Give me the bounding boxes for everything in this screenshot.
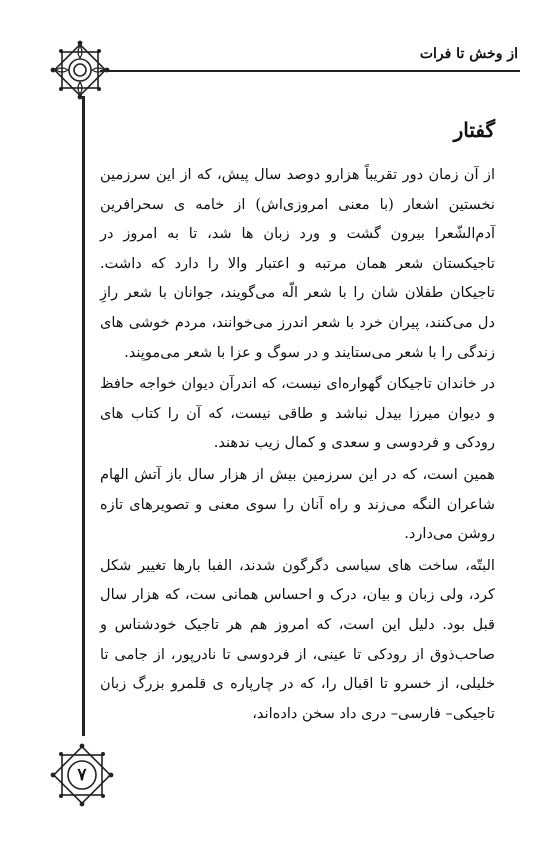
body-text [100, 160, 495, 728]
paragraph: در خاندان تاجیکان گهواره‌ای نیست، که اندرآن دیوان خواجه حافظ و دیوان میرزا بیدل نباشد و طاقی نیست، که آن را کتاب های رودکی و فردوسی و سعدی و کمال زیب ندهند. [100, 375, 495, 452]
running-head: از وخش تا فرات [419, 46, 518, 62]
chapter-title: گفتار [453, 118, 495, 142]
paragraph: همین است، که در این سرزمین بیش از هزار سال باز آتش الهام شاعران النگه می‌زند و راه آنان را سوی معنی و تصویرهای تازه روشن می‌دارد. [100, 465, 495, 543]
paragraph: از آن زمان دور تقریباً هزارو دوصد سال پیش، که از این سرزمین نخستین اشعار (با معنی امروزی‌اش) از خامه ی سحرافرین آدم‌الشّعرا بیرون گشت و ورد زبان ها شد، تا به امروز در تاجیکستان شعر همان مرتبه و اعتبار والا را دارد که داشت. تاجیکان طفلان شان را با شعر الّه می‌گویند، جوانان با شعر رازِ دل می‌کنند، پیران خرد با شعر اندرز می‌خوانند، مردم خوشی‌ های زندگی را با شعر می‌ستایند و در سوگ و عزا با شعر می‌موپند. [100, 166, 495, 361]
header-rule [100, 70, 520, 72]
footer-ornament-icon [50, 743, 114, 807]
margin-rule [82, 96, 85, 736]
page-number: ۷ [77, 765, 87, 785]
paragraph: البتّه، ساخت های سیاسی دگرگون شدند، الفبا بارها تغییر شکل کرد، ولی زبان و بیان، درک و احساس همانی ست، که هزار سال قبل بود. دلیل این است، که امروز هم هر تاجیک خودشناس و صاحب‌ذوق از رودکی تا عینی، از فردوسی تا نادرپور، از جامی تا خلیلی، از خسرو تا اقبال را، که در چارپاره ی قلمرو بزرگ زبان تاجیکی– فارسی– دری داد سخن داده‌اند، [100, 556, 495, 722]
